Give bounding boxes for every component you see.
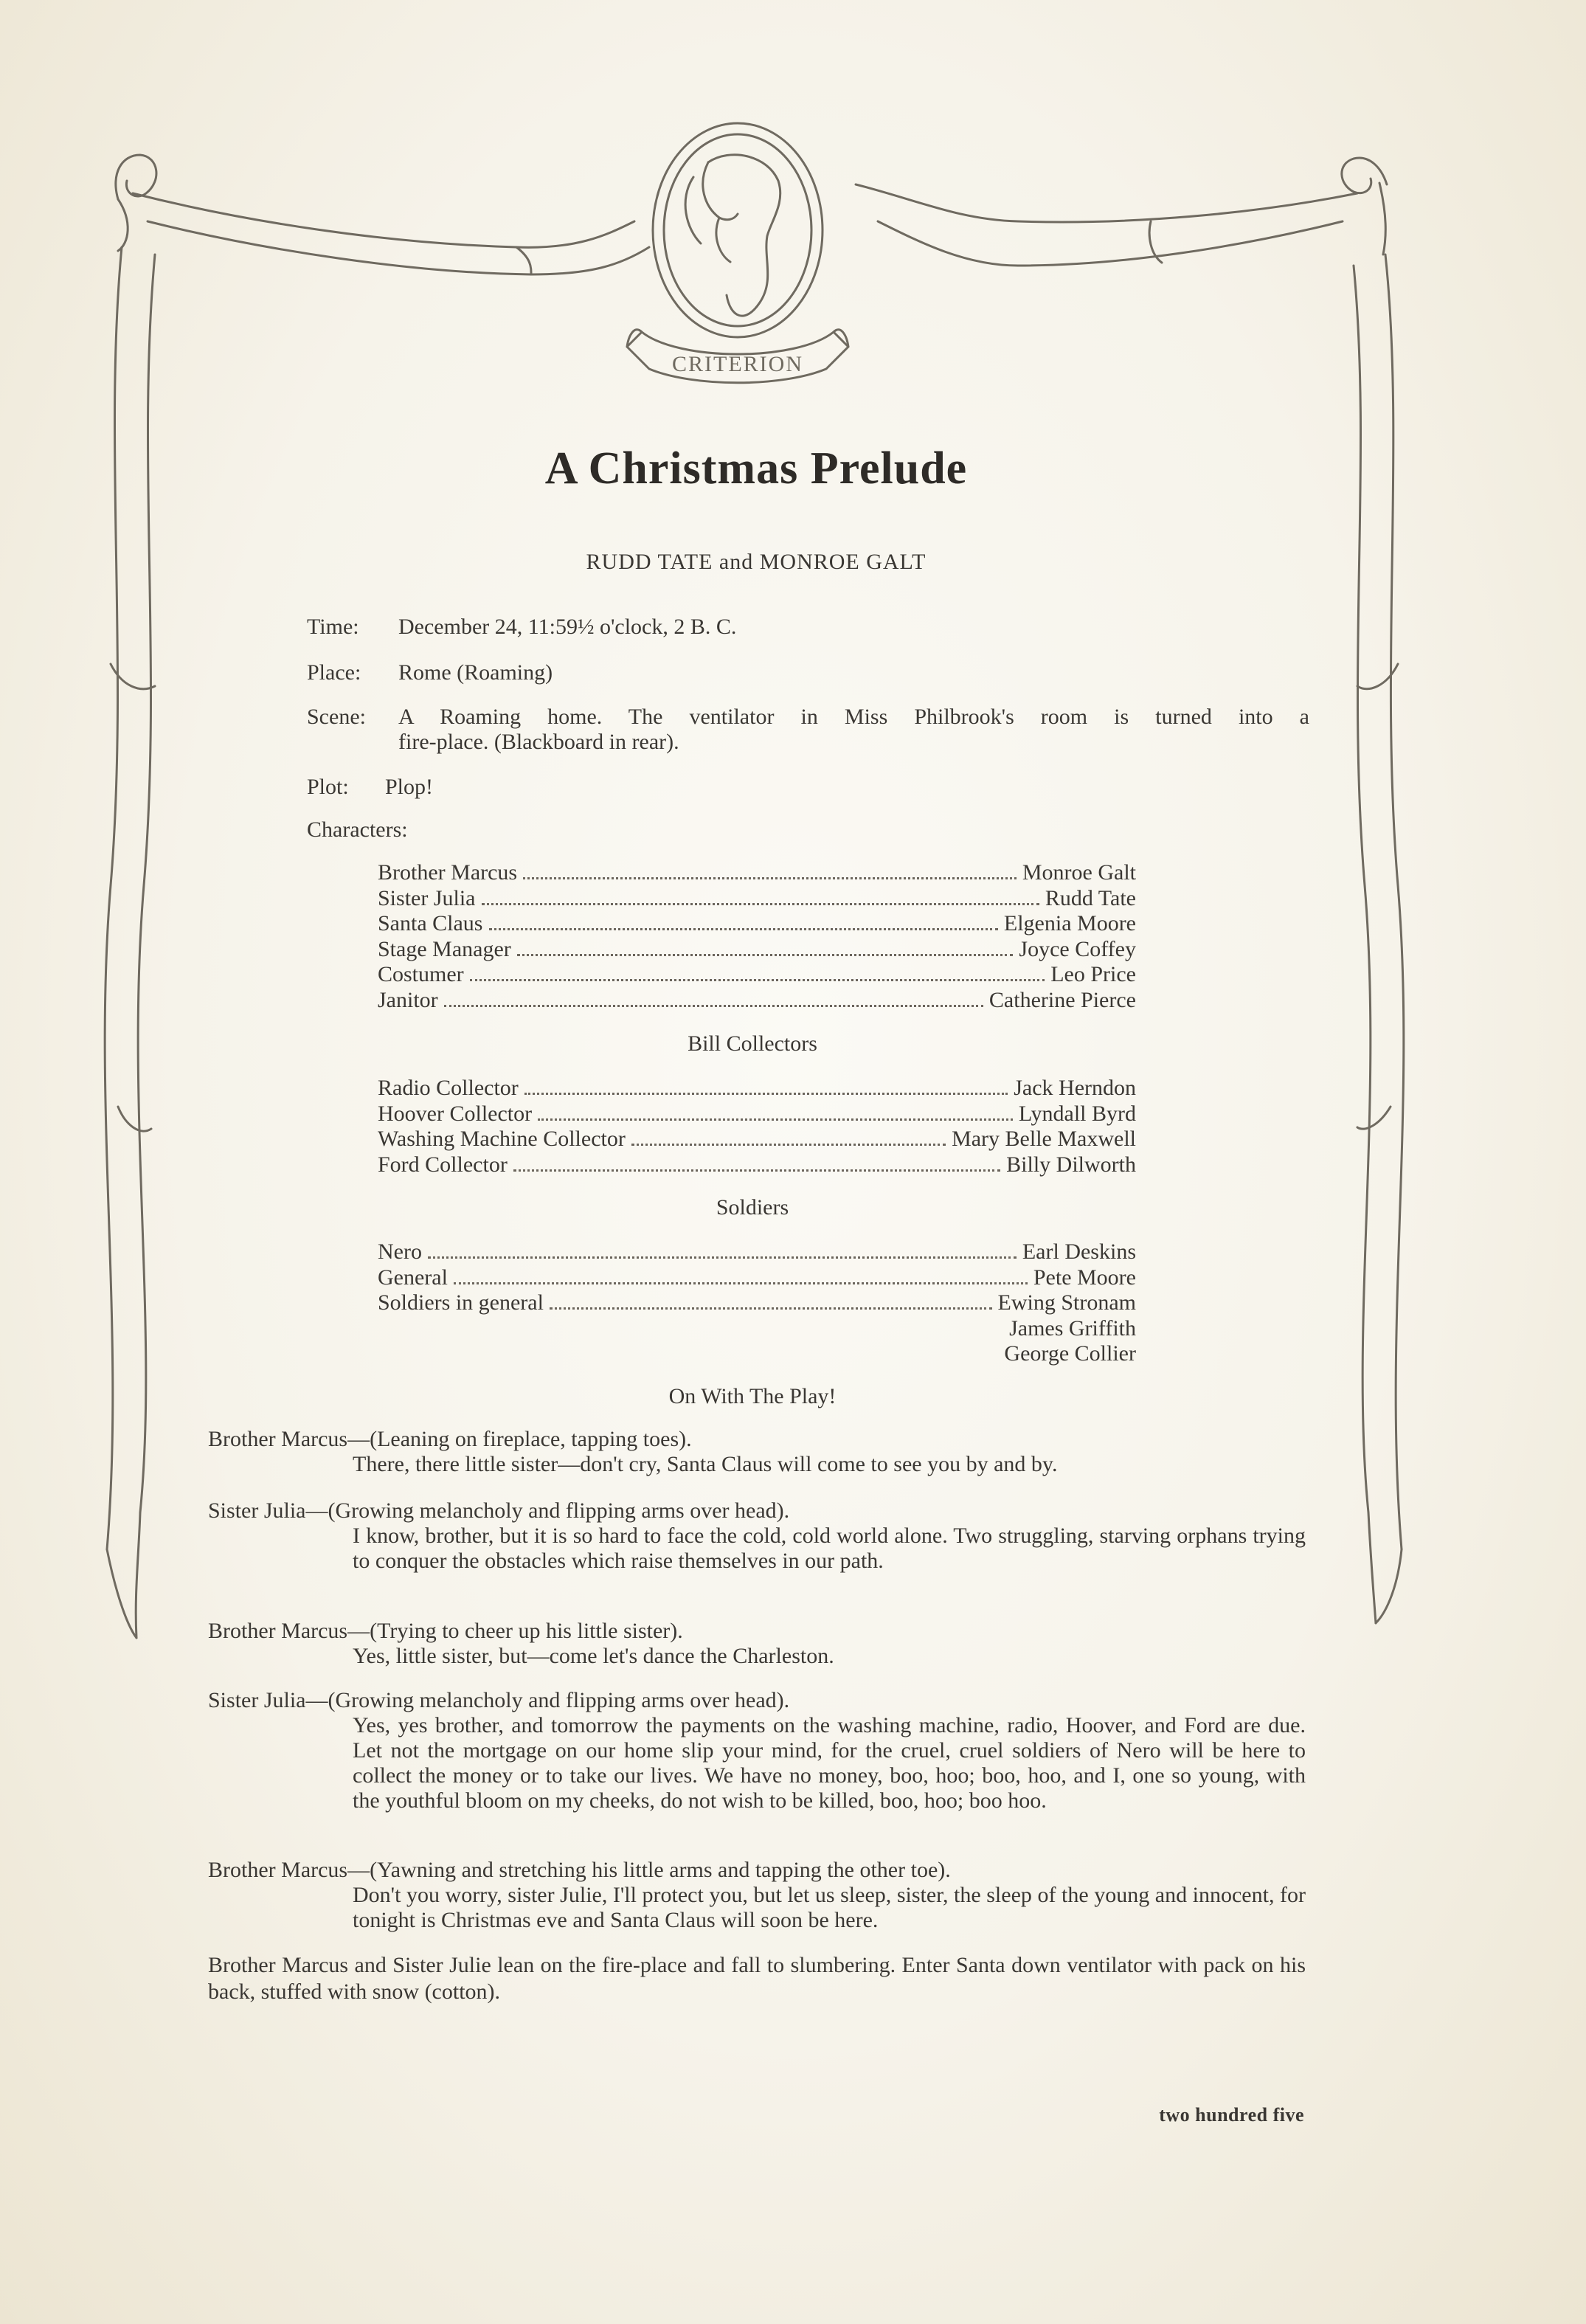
time-value: December 24, 11:59½ o'clock, 2 B. C.	[398, 615, 737, 639]
cast-row	[378, 962, 1136, 988]
page-number: two hundred five	[1159, 2104, 1304, 2126]
page-title: A Christmas Prelude	[544, 443, 968, 494]
cast-row	[378, 886, 1136, 912]
cast-actor-extra: James Griffith	[1009, 1315, 1136, 1341]
cast-actor: Jack Herndon	[1014, 1076, 1136, 1100]
cast-role: Sister Julia	[378, 885, 476, 910]
stage-direction: Brother Marcus and Sister Julie lean on the fire-place and fall to slumbering. Enter Santa down ventilator with pack on his back, stuffed with snow (cotton).	[208, 1953, 1306, 2004]
leader-dots	[482, 903, 1039, 905]
speaker-line: Brother Marcus—(Leaning on fireplace, tapping toes).	[208, 1427, 692, 1451]
speech-text: Yes, yes brother, and tomorrow the payments on the washing machine, radio, Hoover, and Ford are due. Let not the mortgage on our home slip your mind, for the cruel, cruel soldiers of Nero will be here to collect the money or to take our lives. We have no money, boo, hoo; boo, hoo, and I, one so young, with the youthful bloom on my cheeks, do not wish to be killed, boo, hoo; boo hoo.	[353, 1713, 1306, 1813]
cast-actor: Leo Price	[1050, 962, 1136, 986]
play-heading: On With The Play!	[668, 1384, 837, 1408]
cast-row	[378, 1239, 1136, 1265]
cast-role: Soldiers in general	[378, 1290, 544, 1315]
characters-label: Characters:	[307, 817, 408, 842]
cast-actor: Billy Dilworth	[1006, 1152, 1136, 1177]
cast-role: Brother Marcus	[378, 860, 518, 885]
cast-actor: Pete Moore	[1033, 1265, 1136, 1290]
cast-actor: Catherine Pierce	[988, 987, 1136, 1012]
cast-row	[378, 988, 1136, 1014]
leader-dots	[444, 1005, 983, 1007]
speaker-line: Brother Marcus—(Yawning and stretching his little arms and tapping the other toe).	[208, 1858, 951, 1882]
cast-role: Ford Collector	[378, 1152, 508, 1177]
dialogue-block	[208, 1619, 1306, 1669]
plot-label: Plot:	[307, 775, 349, 799]
speaker-line: Brother Marcus—(Trying to cheer up his little sister).	[208, 1619, 683, 1643]
emblem-banner-text: CRITERION	[672, 352, 803, 376]
cast-row	[378, 1076, 1136, 1102]
leader-dots	[517, 954, 1014, 956]
bill-collectors-heading: Bill Collectors	[688, 1031, 817, 1056]
plot-value: Plop!	[385, 775, 434, 799]
place-label: Place:	[307, 660, 361, 685]
cast-role: Stage Manager	[378, 936, 511, 961]
speech-text: Yes, little sister, but—come let's dance the Charleston.	[353, 1644, 834, 1668]
bill-collectors-list	[378, 1076, 1136, 1177]
scene-value-line-2: fire-place. (Blackboard in rear).	[398, 730, 679, 754]
dialogue-block	[208, 1688, 1306, 1813]
cast-list	[378, 860, 1136, 1013]
leader-dots	[524, 1093, 1008, 1095]
cast-row	[378, 1127, 1136, 1152]
cast-role: Radio Collector	[378, 1076, 519, 1100]
cast-row	[378, 1102, 1136, 1127]
leader-dots	[631, 1144, 946, 1146]
time-label: Time:	[307, 615, 359, 639]
cast-actor: Ewing Stronam	[997, 1290, 1136, 1315]
soldiers-list	[378, 1239, 1136, 1367]
cast-actor: Earl Deskins	[1022, 1239, 1136, 1264]
scene-value-line-1: A Roaming home. The ventilator in Miss Philbrook's room is turned into a	[398, 705, 1309, 729]
authors-line: RUDD TATE and MONROE GALT	[586, 550, 927, 574]
cast-role: Nero	[378, 1239, 422, 1264]
cast-role: Santa Claus	[378, 911, 483, 936]
cast-role: General	[378, 1265, 448, 1290]
place-value: Rome (Roaming)	[398, 660, 553, 685]
dialogue-block	[208, 1858, 1306, 1933]
speech-text: There, there little sister—don't cry, Santa Claus will come to see you by and by.	[353, 1452, 1058, 1476]
cast-row	[378, 860, 1136, 886]
cast-actor: Joyce Coffey	[1019, 936, 1136, 961]
cast-role: Washing Machine Collector	[378, 1127, 626, 1151]
cast-role: Costumer	[378, 962, 464, 986]
cast-actor: Mary Belle Maxwell	[952, 1127, 1136, 1151]
leader-dots	[523, 877, 1017, 879]
leader-dots	[538, 1118, 1013, 1121]
dialogue-block	[208, 1498, 1306, 1574]
speech-text: I know, brother, but it is so hard to face the cold, cold world alone. Two struggling, starving orphans trying to conquer the obstacles which raise themselves in our path.	[353, 1524, 1306, 1573]
cast-actor: Elgenia Moore	[1003, 911, 1136, 936]
cast-row	[378, 1290, 1136, 1316]
speaker-line: Sister Julia—(Growing melancholy and flipping arms over head).	[208, 1498, 790, 1523]
speaker-line: Sister Julia—(Growing melancholy and flipping arms over head).	[208, 1688, 790, 1712]
cast-actor: Monroe Galt	[1022, 860, 1136, 885]
cast-row	[378, 911, 1136, 937]
dialogue-block	[208, 1427, 1306, 1477]
leader-dots	[454, 1282, 1028, 1284]
cast-actor-extra: George Collier	[1004, 1341, 1136, 1366]
scene-label: Scene:	[307, 705, 366, 729]
leader-dots	[428, 1256, 1017, 1259]
leader-dots	[470, 979, 1045, 981]
cast-role: Janitor	[378, 987, 438, 1012]
soldiers-heading: Soldiers	[716, 1195, 789, 1220]
cast-row	[378, 1152, 1136, 1178]
cast-row	[378, 937, 1136, 963]
leader-dots	[550, 1307, 992, 1310]
speech-text: Don't you worry, sister Julie, I'll protect you, but let us sleep, sister, the sleep of the young and innocent, for tonight is Christmas eve and Santa Claus will soon be here.	[353, 1883, 1306, 1932]
leader-dots	[513, 1169, 1000, 1172]
cast-row	[378, 1265, 1136, 1291]
cast-role: Hoover Collector	[378, 1101, 533, 1126]
leader-dots	[489, 928, 998, 930]
cast-actor: Lyndall Byrd	[1018, 1101, 1136, 1126]
cast-actor: Rudd Tate	[1045, 885, 1136, 910]
